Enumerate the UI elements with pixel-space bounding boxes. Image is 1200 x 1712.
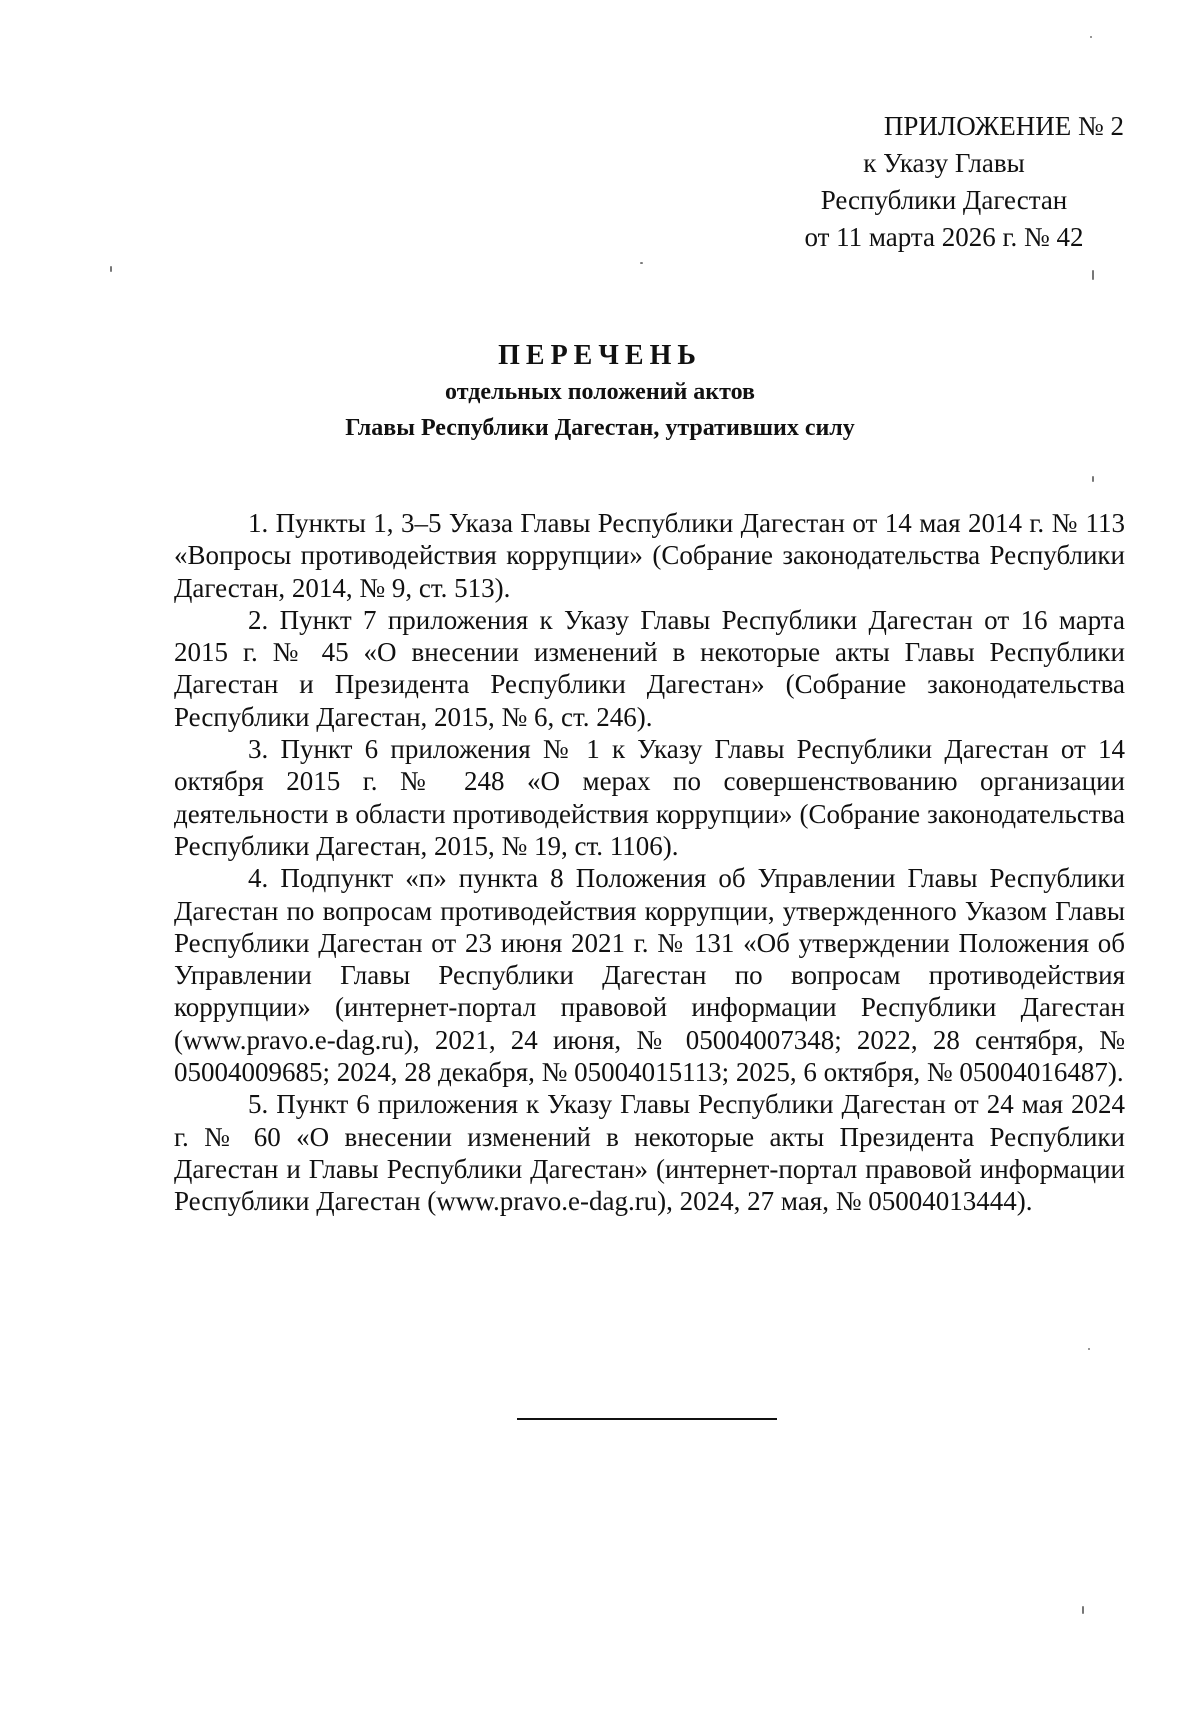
scan-speck — [1092, 476, 1094, 482]
list-item-2: 2. Пункт 7 приложения к Указу Главы Республики Дагестан от 16 марта 2015 г. № 45 «О внесении изменений в некоторые акты Главы Республики Дагестан и Президента Республики Дагестан» (Собрание законодательства Республики Дагестан, 2015, № 6, ст. 246). — [174, 604, 1125, 732]
title-subtitle-1: отдельных положений актов — [445, 379, 755, 405]
appendix-header — [764, 108, 1124, 256]
scan-speck — [110, 266, 112, 272]
scan-speck — [1082, 1606, 1084, 1614]
scan-speck — [1092, 270, 1094, 280]
appendix-decree-ref: к Указу Главы — [863, 148, 1025, 178]
list-item-1: 1. Пункты 1, 3–5 Указа Главы Республики Дагестан от 14 мая 2014 г. № 113 «Вопросы противодействия коррупции» (Собрание законодательства Республики Дагестан, 2014, № 9, ст. 513). — [174, 508, 1125, 603]
list-item-4: 4. Подпункт «п» пункта 8 Положения об Управлении Главы Республики Дагестан по вопросам противодействия коррупции, утвержденного Указом Главы Республики Дагестан от 23 июня 2021 г. № 131 «Об утверждении Положения об Управлении Главы Республики Дагестан по вопросам противодействия коррупции» (интернет-портал правовой информации Республики Дагестан (www.pravo.e-dag.ru), 2021, 24 июня, № 05004007348; 2022, 28 сентября, № 05004009685; 2024, 28 декабря, № 05004015113; 2025, 6 октября, № 05004016487). — [174, 863, 1125, 1088]
scan-speck — [640, 262, 643, 264]
appendix-date-number: от 11 марта 2026 г. № 42 — [804, 222, 1084, 252]
document-title — [0, 338, 1200, 446]
appendix-republic: Республики Дагестан — [820, 185, 1068, 215]
title-subtitle-2: Главы Республики Дагестан, утративших силу — [345, 415, 855, 441]
title-main: ПЕРЕЧЕНЬ — [498, 340, 702, 371]
scan-speck — [1090, 36, 1092, 38]
appendix-number: ПРИЛОЖЕНИЕ № 2 — [883, 111, 1124, 141]
list-item-3: 3. Пункт 6 приложения № 1 к Указу Главы Республики Дагестан от 14 октября 2015 г. № 248 «О мерах по совершенствованию организации деятельности в области противодействия коррупции» (Собрание законодательства Республики Дагестан, 2015, № 19, ст. 1106). — [174, 734, 1125, 861]
scan-speck — [1088, 1348, 1090, 1350]
document-body — [174, 507, 1125, 1218]
list-item-5: 5. Пункт 6 приложения к Указу Главы Республики Дагестан от 24 мая 2024 г. № 60 «О внесении изменений в некоторые акты Президента Республики Дагестан и Главы Республики Дагестан» (интернет-портал правовой информации Республики Дагестан (www.pravo.e-dag.ru), 2024, 27 мая, № 05004013444). — [174, 1089, 1125, 1217]
closing-divider — [517, 1418, 777, 1420]
